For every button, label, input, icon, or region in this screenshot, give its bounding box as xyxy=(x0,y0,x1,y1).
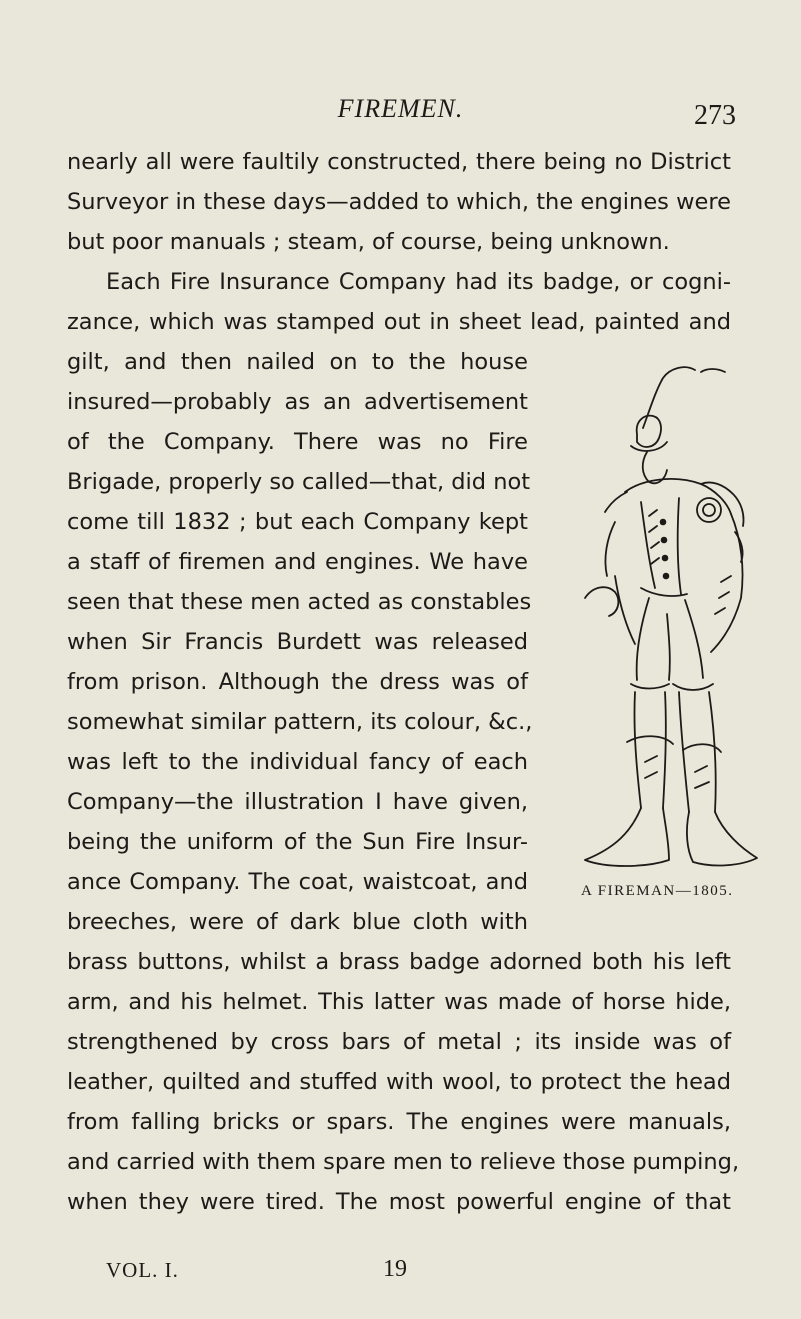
running-title: FIREMEN. xyxy=(337,94,464,123)
page-number: 273 xyxy=(694,100,736,131)
text-line: when Sir Francis Burdett was released xyxy=(67,629,528,655)
volume-mark: VOL. I. xyxy=(106,1258,179,1282)
text-line: breeches, were of dark blue cloth with xyxy=(67,909,528,935)
text-line: when they were tired. The most powerful engine of that xyxy=(67,1189,731,1215)
text-line: but poor manuals ; steam, of course, being unknown. xyxy=(67,229,670,255)
text-line: Company—the illustration I have given, xyxy=(67,789,528,815)
figure-caption: A FIREMAN—1805. xyxy=(581,883,734,899)
fireman-illustration xyxy=(545,362,765,904)
text-line: seen that these men acted as constables xyxy=(67,589,532,615)
text-line: being the uniform of the Sun Fire Insur- xyxy=(67,829,528,855)
text-line: nearly all were faultily constructed, there being no District xyxy=(67,149,731,175)
text-line: somewhat similar pattern, its colour, &c., xyxy=(67,709,533,735)
text-line: from prison. Although the dress was of xyxy=(67,669,528,695)
text-line: strengthened by cross bars of metal ; its inside was of xyxy=(67,1029,731,1055)
text-line: arm, and his helmet. This latter was made of horse hide, xyxy=(67,989,731,1015)
text-line: brass buttons, whilst a brass badge adorned both his left xyxy=(67,949,731,975)
text-line: ance Company. The coat, waistcoat, and xyxy=(67,869,528,895)
text-line: and carried with them spare men to relieve those pumping, xyxy=(67,1149,740,1175)
text-line: insured—probably as an advertisement xyxy=(67,389,528,415)
text-line: was left to the individual fancy of each xyxy=(67,749,528,775)
text-line: Each Fire Insurance Company had its badge, or cogni- xyxy=(106,269,731,295)
text-line: Brigade, properly so called—that, did not xyxy=(67,469,531,495)
text-line: zance, which was stamped out in sheet lead, painted and xyxy=(67,309,731,335)
text-line: Surveyor in these days—added to which, the engines were xyxy=(67,189,731,215)
text-line: of the Company. There was no Fire xyxy=(67,429,528,455)
text-line: gilt, and then nailed on to the house xyxy=(67,349,528,375)
text-line: a staff of firemen and engines. We have xyxy=(67,549,528,575)
text-line: come till 1832 ; but each Company kept xyxy=(67,509,528,535)
signature-mark: 19 xyxy=(383,1256,407,1282)
text-line: from falling bricks or spars. The engines were manuals, xyxy=(67,1109,731,1135)
text-line: leather, quilted and stuffed with wool, to protect the head xyxy=(67,1069,731,1095)
